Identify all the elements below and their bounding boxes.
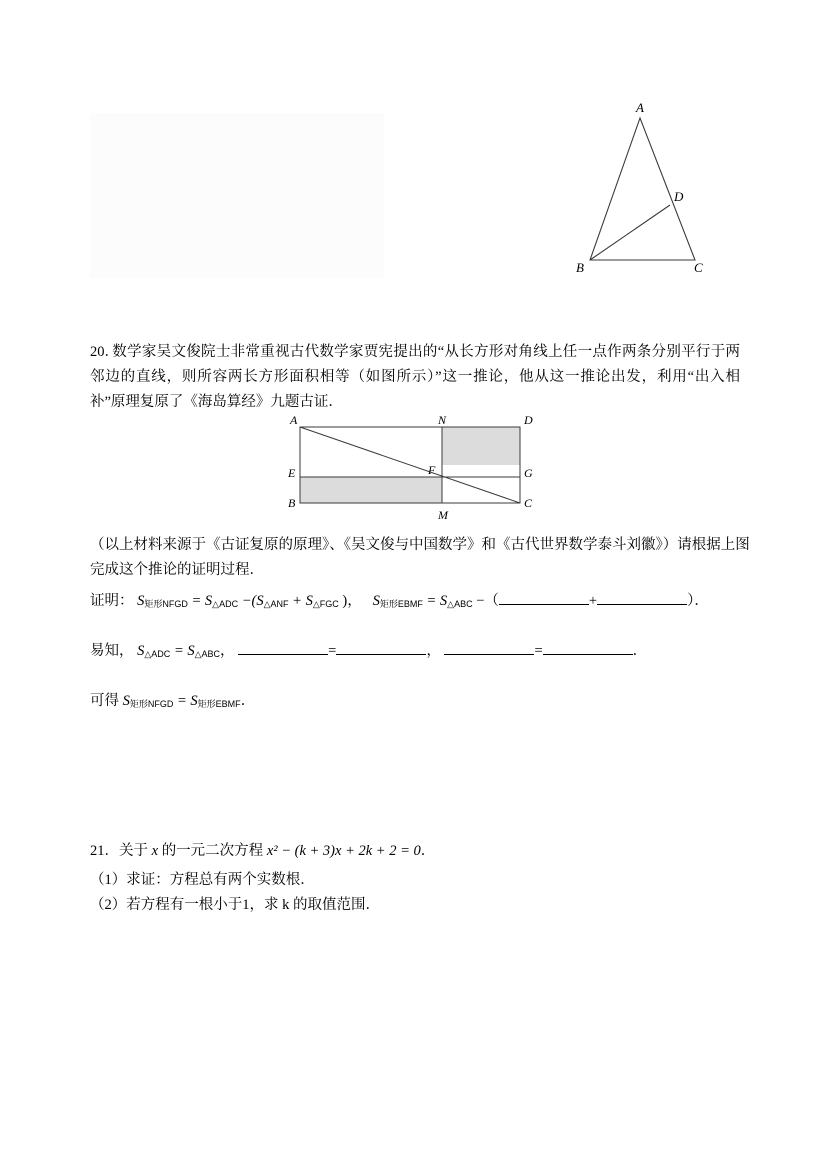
- question-21-stem-mid: 的一元二次方程: [158, 843, 267, 859]
- question-21-number: 21．: [90, 843, 119, 859]
- question-21-variable: x: [151, 843, 159, 859]
- label-C: C: [694, 260, 703, 275]
- label-A: A: [636, 100, 644, 115]
- eq1-mid: = S: [191, 593, 213, 609]
- eq1-t1-sub: △ANF: [263, 599, 289, 609]
- triangle-figure-svg: [560, 100, 760, 290]
- question-20-paragraph: 数学家吴文俊院士非常重视古代数学家贾宪提出的“从长方形对角线上任一点作两条分别平行于两邻边的直线，则所容两长方形面积相等（如图所示）”这一推论，他从这一推论出发，利用“出入相补”原理复原了《海岛算经》九题古证．: [90, 344, 740, 410]
- answer-blank-3[interactable]: [238, 641, 328, 655]
- easy-comma: ，: [220, 643, 235, 659]
- eq2-mid-sub: △ABC: [447, 599, 473, 609]
- label-B: B: [288, 496, 296, 510]
- s-ebmf: S: [372, 593, 380, 609]
- s-adc: S: [137, 643, 145, 659]
- s-ebmf-sub: 矩形EBMF: [379, 599, 423, 609]
- easy-eq2-eq: =: [328, 643, 337, 659]
- result-left: S: [122, 693, 130, 709]
- answer-blank-5[interactable]: [444, 641, 534, 655]
- label-E: E: [288, 466, 296, 480]
- question-20-block: [90, 340, 740, 415]
- question-20-proof: [90, 588, 770, 738]
- question-21-items: [90, 868, 750, 918]
- result-left-sub: 矩形NFGD: [129, 699, 174, 709]
- question-21-stem-pre: 关于: [119, 843, 152, 859]
- result-right-sub: 矩形EBMF: [197, 699, 241, 709]
- question-21-stem-end: ．: [420, 843, 436, 859]
- question-20-number: 20．: [90, 344, 119, 360]
- question-21-equation: x² − (k + 3)x + 2k + 2 = 0: [266, 843, 421, 859]
- blank-figure-placeholder: [90, 113, 384, 278]
- label-D: D: [674, 189, 684, 204]
- label-D: D: [524, 415, 533, 427]
- result-label: 可得: [90, 693, 123, 709]
- easy-eq3-eq: =: [534, 643, 543, 659]
- eq2-end: ）．: [687, 593, 709, 609]
- s-nfgd-sub: 矩形NFGD: [144, 599, 188, 609]
- s-nfgd: S: [137, 593, 145, 609]
- result-eq: = S: [177, 693, 198, 709]
- easy-eq-mid: = S: [173, 643, 195, 659]
- eq1-t2-sub: △FGC: [312, 599, 339, 609]
- eq2-tail: −（: [476, 593, 499, 609]
- label-G: G: [524, 466, 533, 480]
- question-21-item-2: （2）若方程有一根小于1，求 k 的取值范围．: [90, 897, 380, 913]
- eq1-open: −(S: [241, 593, 264, 609]
- s-abc-sub: △ABC: [194, 649, 221, 659]
- rectangle-figure: [270, 415, 570, 525]
- easy-eq2-comma: ，: [426, 643, 441, 659]
- triangle-figure: [560, 100, 760, 290]
- proof-label: 证明：: [90, 593, 134, 609]
- result-period: ．: [240, 693, 256, 709]
- label-N: N: [438, 415, 447, 427]
- label-B: B: [576, 260, 584, 275]
- eq1-mid-sub: △ADC: [212, 599, 239, 609]
- proof-line-1: [90, 588, 770, 617]
- label-C: C: [524, 496, 533, 510]
- rectangle-figure-svg: [270, 415, 570, 525]
- question-20-source-note: （以上材料来源于《古证复原的原理》、《吴文俊与中国数学》和《古代世界数学泰斗刘徽》）请根据上图完成这个推论的证明过程．: [90, 537, 750, 578]
- answer-blank-1[interactable]: [499, 591, 589, 605]
- eq1-close: )，: [342, 593, 362, 609]
- question-21-block: [90, 838, 750, 864]
- question-21-item-1: （1）求证：方程总有两个实数根．: [90, 872, 315, 888]
- proof-line-2: [90, 638, 770, 667]
- label-F: F: [428, 463, 436, 477]
- proof-line-3: [90, 688, 770, 717]
- s-adc-sub: △ADC: [144, 649, 171, 659]
- answer-blank-2[interactable]: [597, 591, 687, 605]
- eq2-mid: = S: [426, 593, 448, 609]
- answer-blank-6[interactable]: [543, 641, 633, 655]
- eq2-plus: +: [588, 593, 598, 609]
- label-M: M: [438, 508, 448, 522]
- easy-period: ．: [632, 643, 648, 659]
- answer-blank-4[interactable]: [336, 641, 426, 655]
- label-A: A: [290, 415, 298, 427]
- easy-label: 易知，: [90, 643, 134, 659]
- eq1-plus: + S: [292, 593, 313, 609]
